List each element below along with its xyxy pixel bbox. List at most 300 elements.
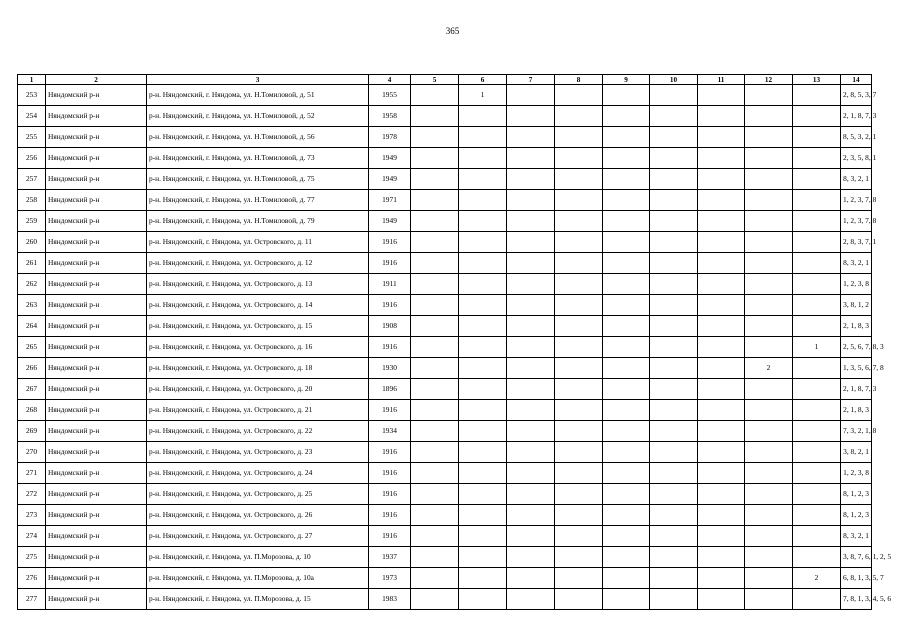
cell-col-2: Няндомский р-н [46, 106, 147, 127]
cell-col-10 [650, 589, 698, 610]
cell-col-9 [603, 211, 650, 232]
column-header-4: 4 [369, 75, 411, 85]
cell-col-3: р-н. Няндомский, г. Няндома, ул. Островского, д. 12 [147, 253, 369, 274]
cell-col-8 [555, 358, 603, 379]
cell-col-11 [698, 442, 745, 463]
cell-col-8 [555, 505, 603, 526]
cell-col-7 [507, 169, 555, 190]
cell-col-11 [698, 169, 745, 190]
column-header-1: 1 [18, 75, 46, 85]
cell-col-2: Няндомский р-н [46, 337, 147, 358]
cell-col-2: Няндомский р-н [46, 547, 147, 568]
cell-col-13: 2 [793, 568, 841, 589]
cell-col-10 [650, 379, 698, 400]
cell-col-2: Няндомский р-н [46, 316, 147, 337]
cell-col-6 [459, 295, 507, 316]
cell-col-4: 1916 [369, 484, 411, 505]
cell-col-10 [650, 169, 698, 190]
cell-col-9 [603, 526, 650, 547]
cell-col-8 [555, 148, 603, 169]
cell-col-9 [603, 85, 650, 106]
column-header-14: 14 [841, 75, 872, 85]
cell-col-2: Няндомский р-н [46, 400, 147, 421]
cell-col-5 [411, 442, 459, 463]
cell-col-4: 1930 [369, 358, 411, 379]
table-row [18, 421, 872, 442]
cell-col-4: 1908 [369, 316, 411, 337]
cell-col-5 [411, 253, 459, 274]
cell-col-5 [411, 85, 459, 106]
cell-col-1: 271 [18, 463, 46, 484]
cell-col-7 [507, 211, 555, 232]
cell-col-4: 1973 [369, 568, 411, 589]
cell-col-4: 1916 [369, 505, 411, 526]
cell-col-7 [507, 568, 555, 589]
column-header-3: 3 [147, 75, 369, 85]
cell-col-3: р-н. Няндомский, г. Няндома, ул. Н.Томиловой, д. 52 [147, 106, 369, 127]
table-row [18, 316, 872, 337]
table-row [18, 379, 872, 400]
cell-col-4: 1896 [369, 379, 411, 400]
cell-col-6 [459, 253, 507, 274]
cell-col-4: 1916 [369, 295, 411, 316]
column-header-6: 6 [459, 75, 507, 85]
cell-col-7 [507, 127, 555, 148]
cell-col-9 [603, 589, 650, 610]
cell-col-2: Няндомский р-н [46, 295, 147, 316]
cell-col-11 [698, 379, 745, 400]
cell-col-1: 255 [18, 127, 46, 148]
cell-col-2: Няндомский р-н [46, 589, 147, 610]
cell-col-5 [411, 463, 459, 484]
cell-col-7 [507, 379, 555, 400]
cell-col-1: 265 [18, 337, 46, 358]
cell-col-3: р-н. Няндомский, г. Няндома, ул. П.Морозова, д. 10а [147, 568, 369, 589]
cell-col-4: 1916 [369, 463, 411, 484]
cell-col-3: р-н. Няндомский, г. Няндома, ул. Островского, д. 20 [147, 379, 369, 400]
cell-col-14: 8, 1, 2, 3 [841, 484, 872, 505]
cell-col-13 [793, 589, 841, 610]
cell-col-3: р-н. Няндомский, г. Няндома, ул. П.Морозова, д. 10 [147, 547, 369, 568]
cell-col-12 [745, 211, 793, 232]
cell-col-7 [507, 316, 555, 337]
cell-col-10 [650, 316, 698, 337]
cell-col-11 [698, 589, 745, 610]
cell-col-13 [793, 526, 841, 547]
cell-col-5 [411, 505, 459, 526]
cell-col-6 [459, 589, 507, 610]
cell-col-9 [603, 568, 650, 589]
cell-col-7 [507, 106, 555, 127]
cell-col-10 [650, 442, 698, 463]
cell-col-10 [650, 526, 698, 547]
cell-col-14: 3, 8, 2, 1 [841, 442, 872, 463]
cell-col-3: р-н. Няндомский, г. Няндома, ул. Островского, д. 11 [147, 232, 369, 253]
cell-col-9 [603, 127, 650, 148]
cell-col-10 [650, 400, 698, 421]
cell-col-8 [555, 232, 603, 253]
cell-col-2: Няндомский р-н [46, 526, 147, 547]
cell-col-1: 269 [18, 421, 46, 442]
cell-col-8 [555, 295, 603, 316]
cell-col-13 [793, 358, 841, 379]
cell-col-8 [555, 253, 603, 274]
cell-col-4: 1978 [369, 127, 411, 148]
cell-col-13 [793, 106, 841, 127]
cell-col-8 [555, 568, 603, 589]
cell-col-10 [650, 568, 698, 589]
table-row [18, 463, 872, 484]
column-header-10: 10 [650, 75, 698, 85]
cell-col-8 [555, 589, 603, 610]
cell-col-6 [459, 568, 507, 589]
cell-col-14: 6, 8, 1, 3, 5, 7 [841, 568, 872, 589]
cell-col-6 [459, 316, 507, 337]
cell-col-14: 7, 3, 2, 1, 8 [841, 421, 872, 442]
column-header-9: 9 [603, 75, 650, 85]
cell-col-5 [411, 547, 459, 568]
cell-col-2: Няндомский р-н [46, 421, 147, 442]
cell-col-12 [745, 190, 793, 211]
cell-col-8 [555, 484, 603, 505]
cell-col-11 [698, 484, 745, 505]
cell-col-8 [555, 421, 603, 442]
cell-col-5 [411, 358, 459, 379]
cell-col-10 [650, 484, 698, 505]
cell-col-5 [411, 211, 459, 232]
cell-col-13 [793, 463, 841, 484]
cell-col-8 [555, 127, 603, 148]
cell-col-11 [698, 85, 745, 106]
cell-col-12 [745, 484, 793, 505]
table-row [18, 484, 872, 505]
cell-col-2: Няндомский р-н [46, 169, 147, 190]
cell-col-4: 1916 [369, 232, 411, 253]
cell-col-8 [555, 190, 603, 211]
header-row [18, 75, 872, 85]
column-header-2: 2 [46, 75, 147, 85]
cell-col-11 [698, 505, 745, 526]
cell-col-11 [698, 295, 745, 316]
cell-col-7 [507, 295, 555, 316]
cell-col-10 [650, 358, 698, 379]
cell-col-9 [603, 274, 650, 295]
cell-col-14: 2, 1, 8, 3 [841, 400, 872, 421]
cell-col-8 [555, 463, 603, 484]
cell-col-14: 3, 8, 7, 6, 1, 2, 5 [841, 547, 872, 568]
cell-col-3: р-н. Няндомский, г. Няндома, ул. Н.Томиловой, д. 73 [147, 148, 369, 169]
cell-col-10 [650, 148, 698, 169]
cell-col-1: 253 [18, 85, 46, 106]
cell-col-12 [745, 295, 793, 316]
cell-col-12 [745, 400, 793, 421]
cell-col-8 [555, 211, 603, 232]
cell-col-1: 260 [18, 232, 46, 253]
cell-col-14: 8, 5, 3, 2, 1 [841, 127, 872, 148]
cell-col-8 [555, 379, 603, 400]
cell-col-14: 2, 8, 5, 3, 7 [841, 85, 872, 106]
cell-col-9 [603, 316, 650, 337]
cell-col-2: Няндомский р-н [46, 148, 147, 169]
cell-col-2: Няндомский р-н [46, 190, 147, 211]
column-header-12: 12 [745, 75, 793, 85]
cell-col-11 [698, 463, 745, 484]
cell-col-14: 1, 2, 3, 8 [841, 463, 872, 484]
cell-col-9 [603, 106, 650, 127]
cell-col-6 [459, 442, 507, 463]
cell-col-12 [745, 421, 793, 442]
cell-col-10 [650, 421, 698, 442]
cell-col-9 [603, 463, 650, 484]
cell-col-9 [603, 295, 650, 316]
cell-col-9 [603, 232, 650, 253]
cell-col-10 [650, 463, 698, 484]
cell-col-6 [459, 274, 507, 295]
cell-col-9 [603, 169, 650, 190]
cell-col-5 [411, 421, 459, 442]
column-header-7: 7 [507, 75, 555, 85]
cell-col-6 [459, 148, 507, 169]
cell-col-13 [793, 316, 841, 337]
cell-col-1: 259 [18, 211, 46, 232]
cell-col-2: Няндомский р-н [46, 568, 147, 589]
cell-col-12 [745, 169, 793, 190]
cell-col-6 [459, 421, 507, 442]
cell-col-9 [603, 484, 650, 505]
table-row [18, 211, 872, 232]
cell-col-5 [411, 589, 459, 610]
cell-col-3: р-н. Няндомский, г. Няндома, ул. Н.Томиловой, д. 79 [147, 211, 369, 232]
cell-col-1: 274 [18, 526, 46, 547]
cell-col-10 [650, 337, 698, 358]
cell-col-3: р-н. Няндомский, г. Няндома, ул. Островского, д. 24 [147, 463, 369, 484]
cell-col-13 [793, 505, 841, 526]
table-row [18, 148, 872, 169]
cell-col-4: 1958 [369, 106, 411, 127]
cell-col-12 [745, 442, 793, 463]
cell-col-4: 1916 [369, 337, 411, 358]
cell-col-2: Няндомский р-н [46, 484, 147, 505]
cell-col-1: 254 [18, 106, 46, 127]
table-row [18, 295, 872, 316]
cell-col-3: р-н. Няндомский, г. Няндома, ул. П.Морозова, д. 15 [147, 589, 369, 610]
cell-col-12 [745, 148, 793, 169]
cell-col-7 [507, 526, 555, 547]
cell-col-11 [698, 127, 745, 148]
cell-col-3: р-н. Няндомский, г. Няндома, ул. Островского, д. 14 [147, 295, 369, 316]
cell-col-14: 1, 3, 5, 6, 7, 8 [841, 358, 872, 379]
cell-col-2: Няндомский р-н [46, 505, 147, 526]
cell-col-7 [507, 547, 555, 568]
cell-col-13 [793, 85, 841, 106]
cell-col-4: 1916 [369, 253, 411, 274]
cell-col-10 [650, 232, 698, 253]
cell-col-2: Няндомский р-н [46, 463, 147, 484]
cell-col-3: р-н. Няндомский, г. Няндома, ул. Островского, д. 25 [147, 484, 369, 505]
cell-col-3: р-н. Няндомский, г. Няндома, ул. Островского, д. 27 [147, 526, 369, 547]
column-header-11: 11 [698, 75, 745, 85]
cell-col-5 [411, 274, 459, 295]
cell-col-5 [411, 148, 459, 169]
cell-col-14: 2, 8, 3, 7, 1 [841, 232, 872, 253]
cell-col-6 [459, 547, 507, 568]
cell-col-5 [411, 526, 459, 547]
cell-col-4: 1949 [369, 169, 411, 190]
cell-col-1: 273 [18, 505, 46, 526]
table-row [18, 232, 872, 253]
cell-col-3: р-н. Няндомский, г. Няндома, ул. Островского, д. 18 [147, 358, 369, 379]
cell-col-4: 1911 [369, 274, 411, 295]
cell-col-7 [507, 148, 555, 169]
cell-col-10 [650, 505, 698, 526]
cell-col-5 [411, 484, 459, 505]
cell-col-9 [603, 421, 650, 442]
cell-col-13 [793, 148, 841, 169]
cell-col-11 [698, 274, 745, 295]
cell-col-6 [459, 232, 507, 253]
cell-col-9 [603, 337, 650, 358]
cell-col-14: 8, 3, 2, 1 [841, 526, 872, 547]
cell-col-8 [555, 526, 603, 547]
cell-col-13 [793, 442, 841, 463]
cell-col-3: р-н. Няндомский, г. Няндома, ул. Н.Томиловой, д. 56 [147, 127, 369, 148]
cell-col-11 [698, 148, 745, 169]
cell-col-1: 266 [18, 358, 46, 379]
cell-col-8 [555, 400, 603, 421]
cell-col-2: Няндомский р-н [46, 442, 147, 463]
cell-col-14: 1, 2, 3, 7, 8 [841, 211, 872, 232]
cell-col-7 [507, 463, 555, 484]
cell-col-5 [411, 295, 459, 316]
cell-col-11 [698, 232, 745, 253]
table-row [18, 127, 872, 148]
cell-col-8 [555, 169, 603, 190]
cell-col-6 [459, 127, 507, 148]
cell-col-3: р-н. Няндомский, г. Няндома, ул. Островского, д. 23 [147, 442, 369, 463]
table-body [18, 85, 892, 610]
cell-col-12 [745, 253, 793, 274]
cell-col-13: 1 [793, 337, 841, 358]
cell-col-14: 1, 2, 3, 8 [841, 274, 872, 295]
cell-col-3: р-н. Няндомский, г. Няндома, ул. Островского, д. 21 [147, 400, 369, 421]
cell-col-6: 1 [459, 85, 507, 106]
cell-col-5 [411, 169, 459, 190]
cell-col-10 [650, 547, 698, 568]
cell-col-2: Няндомский р-н [46, 274, 147, 295]
cell-col-1: 270 [18, 442, 46, 463]
cell-col-2: Няндомский р-н [46, 232, 147, 253]
cell-col-11 [698, 253, 745, 274]
cell-col-3: р-н. Няндомский, г. Няндома, ул. Островского, д. 15 [147, 316, 369, 337]
cell-col-10 [650, 295, 698, 316]
cell-col-13 [793, 400, 841, 421]
cell-col-14: 1, 2, 3, 7, 8 [841, 190, 872, 211]
cell-col-10 [650, 211, 698, 232]
table-row [18, 568, 872, 589]
cell-col-14: 7, 8, 1, 3, 4, 5, 6 [841, 589, 872, 610]
cell-col-11 [698, 526, 745, 547]
cell-col-8 [555, 547, 603, 568]
cell-col-10 [650, 190, 698, 211]
table-row [18, 442, 872, 463]
cell-col-9 [603, 442, 650, 463]
cell-col-5 [411, 190, 459, 211]
cell-col-5 [411, 316, 459, 337]
cell-col-10 [650, 85, 698, 106]
cell-col-2: Няндомский р-н [46, 358, 147, 379]
cell-col-1: 276 [18, 568, 46, 589]
cell-col-14: 8, 1, 2, 3 [841, 505, 872, 526]
cell-col-3: р-н. Няндомский, г. Няндома, ул. Островского, д. 22 [147, 421, 369, 442]
cell-col-8 [555, 442, 603, 463]
table-row [18, 85, 872, 106]
cell-col-6 [459, 337, 507, 358]
cell-col-6 [459, 358, 507, 379]
cell-col-9 [603, 505, 650, 526]
cell-col-7 [507, 484, 555, 505]
cell-col-8 [555, 337, 603, 358]
cell-col-8 [555, 106, 603, 127]
cell-col-9 [603, 148, 650, 169]
table-row [18, 253, 872, 274]
table-row [18, 358, 872, 379]
cell-col-1: 275 [18, 547, 46, 568]
cell-col-4: 1983 [369, 589, 411, 610]
cell-col-12 [745, 505, 793, 526]
cell-col-14: 2, 1, 8, 7, 3 [841, 379, 872, 400]
cell-col-12 [745, 463, 793, 484]
cell-col-13 [793, 169, 841, 190]
cell-col-6 [459, 106, 507, 127]
cell-col-5 [411, 127, 459, 148]
cell-col-13 [793, 190, 841, 211]
cell-col-14: 3, 8, 1, 2 [841, 295, 872, 316]
cell-col-6 [459, 379, 507, 400]
column-header-13: 13 [793, 75, 841, 85]
cell-col-2: Няндомский р-н [46, 211, 147, 232]
cell-col-14: 2, 3, 5, 8, 1 [841, 148, 872, 169]
cell-col-3: р-н. Няндомский, г. Няндома, ул. Островского, д. 13 [147, 274, 369, 295]
cell-col-12 [745, 127, 793, 148]
cell-col-9 [603, 400, 650, 421]
cell-col-2: Няндомский р-н [46, 85, 147, 106]
cell-col-12 [745, 106, 793, 127]
cell-col-11 [698, 190, 745, 211]
page-number: 365 [445, 26, 460, 36]
cell-col-12 [745, 568, 793, 589]
cell-col-11 [698, 568, 745, 589]
table-row [18, 400, 872, 421]
cell-col-3: р-н. Няндомский, г. Няндома, ул. Н.Томиловой, д. 51 [147, 85, 369, 106]
cell-col-12 [745, 526, 793, 547]
cell-col-1: 262 [18, 274, 46, 295]
cell-col-7 [507, 589, 555, 610]
cell-col-7 [507, 337, 555, 358]
cell-col-12: 2 [745, 358, 793, 379]
cell-col-7 [507, 232, 555, 253]
cell-col-1: 267 [18, 379, 46, 400]
cell-col-14: 8, 3, 2, 1 [841, 169, 872, 190]
cell-col-2: Няндомский р-н [46, 253, 147, 274]
cell-col-7 [507, 85, 555, 106]
cell-col-13 [793, 232, 841, 253]
cell-col-7 [507, 442, 555, 463]
cell-col-11 [698, 106, 745, 127]
cell-col-9 [603, 253, 650, 274]
cell-col-12 [745, 547, 793, 568]
registry-table [17, 74, 892, 610]
cell-col-11 [698, 358, 745, 379]
